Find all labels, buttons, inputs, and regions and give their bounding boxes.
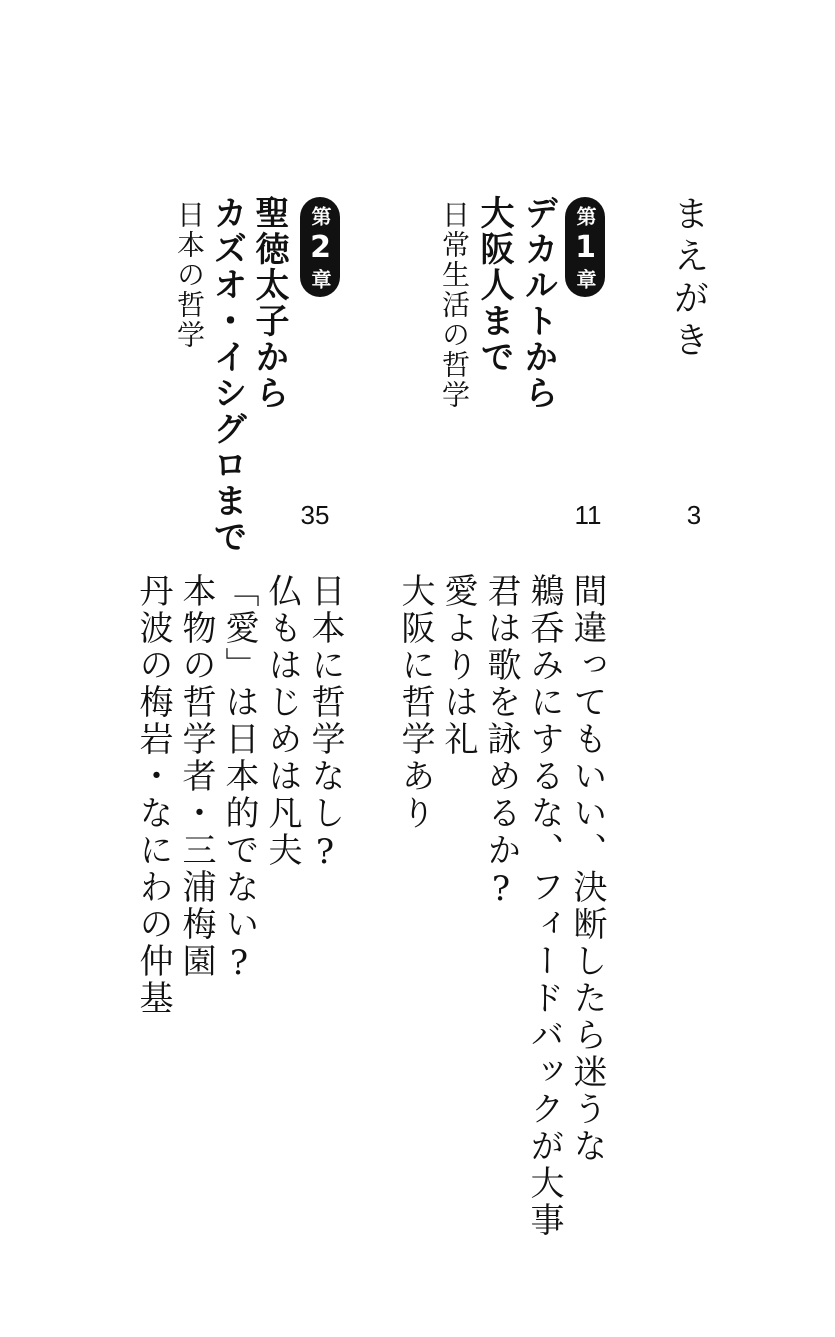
preface-title: まえがき — [668, 195, 709, 363]
chapter-1-page-number: 11 — [574, 500, 602, 530]
chapter-2-badge-prefix: 第 — [308, 205, 332, 226]
chapter-1-title-line-2: 大阪人まで — [474, 195, 514, 375]
chapter-1-section: 大阪に哲学あり — [395, 573, 435, 832]
chapter-1-title-line-1: デカルトから — [518, 195, 558, 411]
chapter-1-section: 間違ってもいい、決断したら迷うな — [567, 573, 607, 1165]
chapter-2-subtitle: 日本の哲学 — [173, 200, 206, 350]
chapter-1-badge-number: 1 — [568, 229, 603, 265]
chapter-2-badge — [300, 197, 340, 297]
chapter-2-section: 丹波の梅岩・なにわの仲基 — [133, 573, 173, 1017]
chapter-1-section: 愛よりは礼 — [438, 573, 478, 758]
chapter-2-badge-suffix: 章 — [308, 268, 332, 289]
chapter-1-subtitle: 日常生活の哲学 — [438, 200, 471, 410]
preface-page-number: 3 — [686, 500, 702, 530]
chapter-1-badge-prefix: 第 — [573, 205, 597, 226]
chapter-1-badge-suffix: 章 — [573, 268, 597, 289]
chapter-2-title-line-2: カズオ・イシグロまで — [207, 195, 247, 555]
chapter-2-section: 日本に哲学なし? — [305, 573, 345, 875]
chapter-2-badge-number: 2 — [303, 229, 338, 265]
chapter-1-section: 君は歌を詠めるか? — [481, 573, 521, 912]
chapter-2-section: 仏もはじめは凡夫 — [262, 573, 302, 869]
chapter-2-title-line-1: 聖徳太子から — [249, 195, 289, 411]
chapter-2-page-number: 35 — [300, 500, 330, 530]
chapter-1-section: 鵜呑みにするな、フィードバックが大事 — [524, 573, 564, 1239]
chapter-2-section: 「愛」は日本的でない? — [219, 573, 259, 986]
chapter-2-section: 本物の哲学者・三浦梅園 — [176, 573, 216, 980]
chapter-1-badge — [565, 197, 605, 297]
